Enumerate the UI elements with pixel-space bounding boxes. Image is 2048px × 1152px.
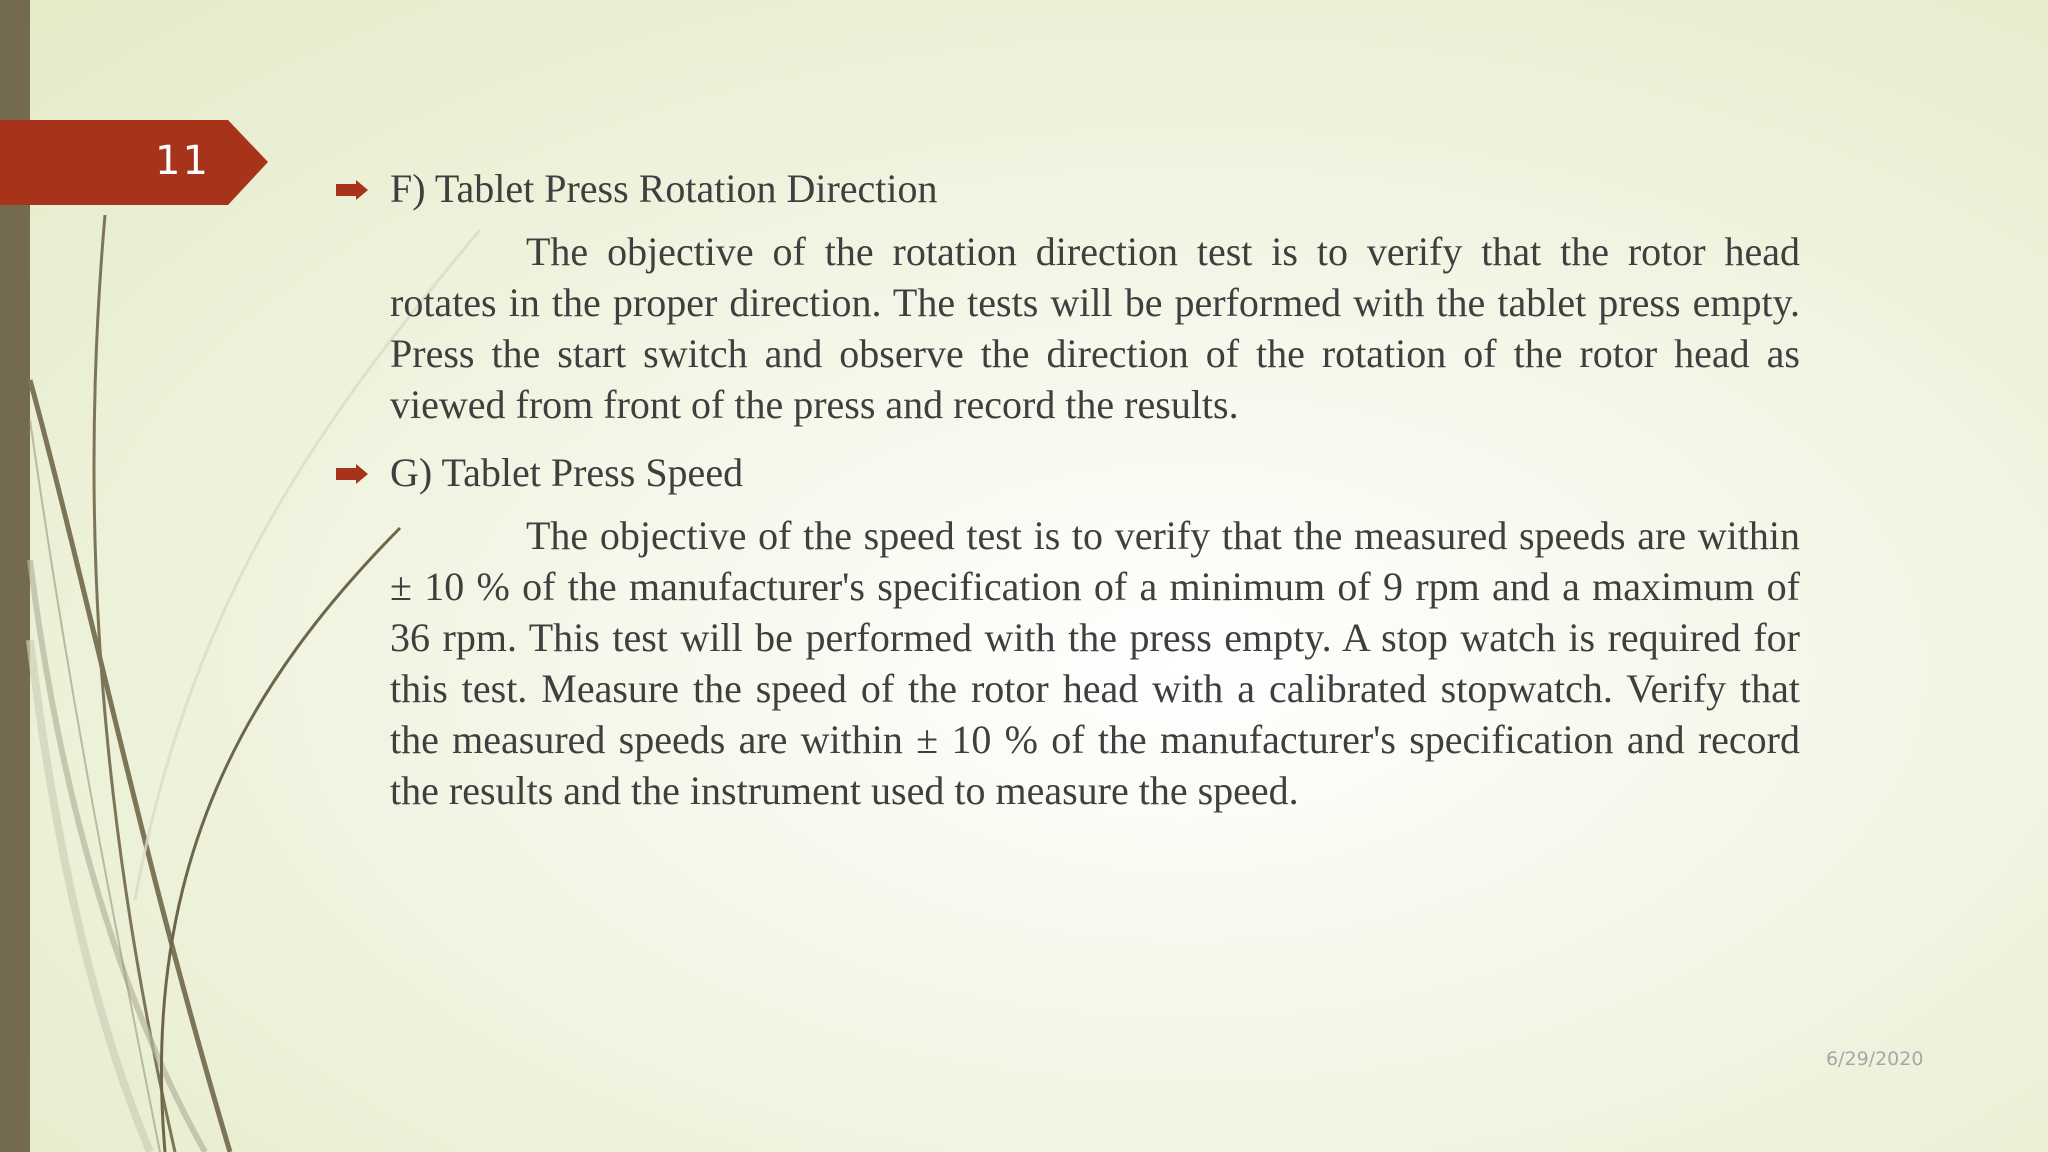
section-rotation-direction <box>332 160 1800 430</box>
slide-content <box>332 160 1800 816</box>
slide-number-tag <box>0 120 268 205</box>
section-heading-row <box>332 160 1800 218</box>
section-paragraph: The objective of the rotation direction test is to verify that the rotor head rotates in the proper direction. The tests will be performed with the tablet press empty. Press the start switch and observe the direction of the rotation of the rotor head as viewed from front of the press and record the results. <box>390 229 1800 427</box>
slide-date: 6/29/2020 <box>1826 1048 1924 1070</box>
section-heading: F) Tablet Press Rotation Direction <box>390 166 938 211</box>
arrow-bullet-icon <box>336 180 368 200</box>
section-heading: G) Tablet Press Speed <box>390 450 744 495</box>
arrow-bullet-icon <box>336 464 368 484</box>
section-heading-row <box>332 444 1800 502</box>
section-press-speed <box>332 444 1800 816</box>
section-paragraph: The objective of the speed test is to verify that the measured speeds are within ± 10 % of the manufacturer's specification of a minimum of 9 rpm and a maximum of 36 rpm. This test will be performed with the press empty. A stop watch is required for this test. Measure the speed of the rotor head with a calibrated stopwatch. Verify that the measured speeds are within ± 10 % of the manufacturer's specification and record the results and the instrument used to measure the speed. <box>390 513 1800 813</box>
slide-number: 11 <box>155 138 210 184</box>
